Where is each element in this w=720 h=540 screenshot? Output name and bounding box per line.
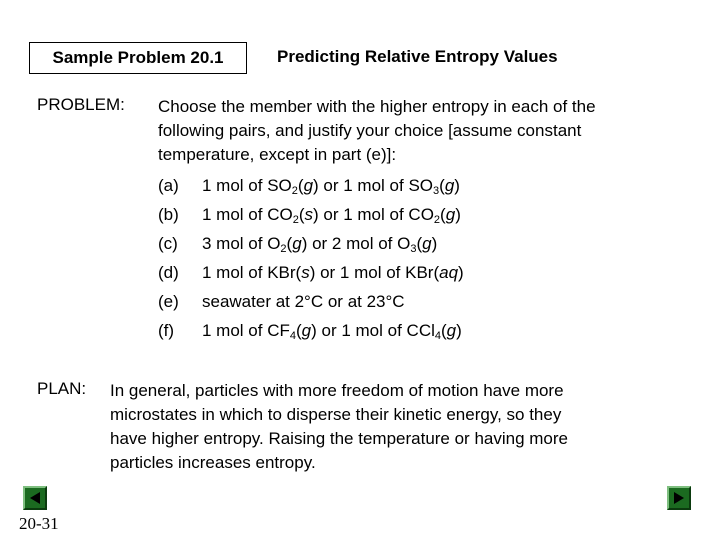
part-text: 1 mol of $SO_2(g)$ or 1 mol of $SO_3(g)$ [202, 176, 460, 197]
part-text: 1 mol of KBr(s) or 1 mol of KBr(aq) [202, 263, 464, 282]
part-label: (a) [158, 176, 179, 195]
part-label: (f) [158, 321, 175, 340]
part-text: seawater at 2°C or at 23°C [202, 292, 405, 311]
previous-slide-button[interactable] [23, 486, 47, 510]
plan-line: have higher entropy. Raising the temperature or having more [110, 429, 568, 448]
sample-problem-label: Sample Problem 20.1 [29, 42, 247, 74]
problem-line: following pairs, and justify your choice [assume constant [158, 121, 582, 140]
page-title: Predicting Relative Entropy Values [277, 47, 558, 66]
slide-number: 20-31 [19, 514, 59, 533]
triangle-right-icon [672, 491, 686, 505]
part-label: (e) [158, 292, 179, 311]
plan-line: microstates in which to disperse their kinetic energy, so they [110, 405, 562, 424]
part-text: 3 mol of $O_2(g)$ or 2 mol of $O_3(g)$ [202, 234, 438, 255]
next-slide-button[interactable] [667, 486, 691, 510]
problem-label: PROBLEM: [37, 95, 125, 114]
part-text: 1 mol of $CF_4(g)$ or 1 mol of CCl$_4$(g) [202, 321, 462, 342]
plan-line: In general, particles with more freedom of motion have more [110, 381, 564, 400]
part-text: 1 mol of $CO_2(s)$ or 1 mol of $CO_2(g)$ [202, 205, 461, 226]
triangle-left-icon [28, 491, 42, 505]
plan-line: particles increases entropy. [110, 453, 316, 472]
part-label: (d) [158, 263, 179, 282]
part-label: (c) [158, 234, 178, 253]
part-label: (b) [158, 205, 179, 224]
problem-statement [158, 95, 688, 167]
plan-label: PLAN: [37, 379, 87, 398]
problem-line: Choose the member with the higher entropy in each of the [158, 97, 596, 116]
problem-line: temperature, except in part (e)]: [158, 145, 397, 164]
plan-text [110, 379, 690, 475]
